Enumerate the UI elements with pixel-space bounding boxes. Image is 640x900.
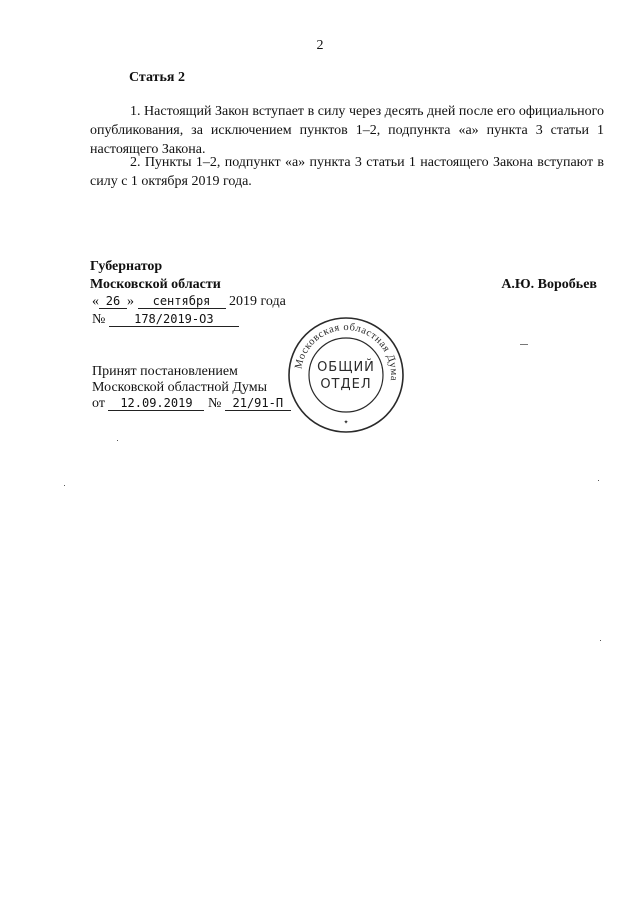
article-paragraph-2: 2. Пункты 1–2, подпункт «а» пункта 3 статьи 1 настоящего Закона вступают в силу с 1 октября 2019 года. — [90, 155, 604, 189]
adoption-from-label: от — [92, 396, 105, 411]
date-close-quote: » — [127, 294, 134, 309]
governor-title-line1: Губернатор — [90, 259, 163, 274]
stamp-center-line1: ОБЩИЙ — [317, 360, 375, 375]
scan-speck — [117, 440, 118, 441]
adoption-line1: Принят постановлением — [92, 364, 238, 379]
adoption-date: 12.09.2019 — [108, 396, 204, 411]
scan-speck — [598, 480, 599, 481]
stamp-center-line2: ОТДЕЛ — [320, 377, 372, 392]
law-number-sign: № — [92, 312, 106, 327]
date-month: сентября — [138, 294, 226, 309]
scan-speck — [64, 485, 65, 486]
adoption-number: 21/91-П — [225, 396, 291, 411]
stamp-ring-text: Московская областная Дума — [293, 321, 400, 382]
governor-title-line2: Московской области — [90, 277, 221, 292]
signature-number-line — [92, 311, 239, 329]
signature-date-line — [92, 293, 286, 311]
article-heading: Статья 2 — [129, 70, 185, 85]
adoption-number-sign: № — [207, 396, 222, 411]
stamp-inner-ring — [309, 338, 383, 412]
date-year: 2019 года — [229, 294, 286, 309]
scan-speck — [600, 640, 601, 641]
adoption-line2: Московской областной Думы — [92, 380, 267, 395]
date-open-quote: « — [92, 294, 99, 309]
governor-name: А.Ю. Воробьев — [501, 277, 597, 292]
stamp-star-icon: ✦ — [343, 420, 349, 426]
law-number: 178/2019-ОЗ — [109, 312, 239, 327]
adoption-date-line — [92, 395, 291, 413]
stamp-outer-ring — [289, 318, 403, 432]
scan-speck — [520, 344, 528, 345]
article-paragraph-1: 1. Настоящий Закон вступает в силу через десять дней после его официального опубликования, за исключением пунктов 1–2, подпункта «а» пункта 3 статьи 1 настоящего Закона. — [90, 104, 604, 157]
date-day: 26 — [99, 294, 127, 309]
page-number: 2 — [316, 38, 324, 53]
official-stamp — [287, 316, 405, 434]
